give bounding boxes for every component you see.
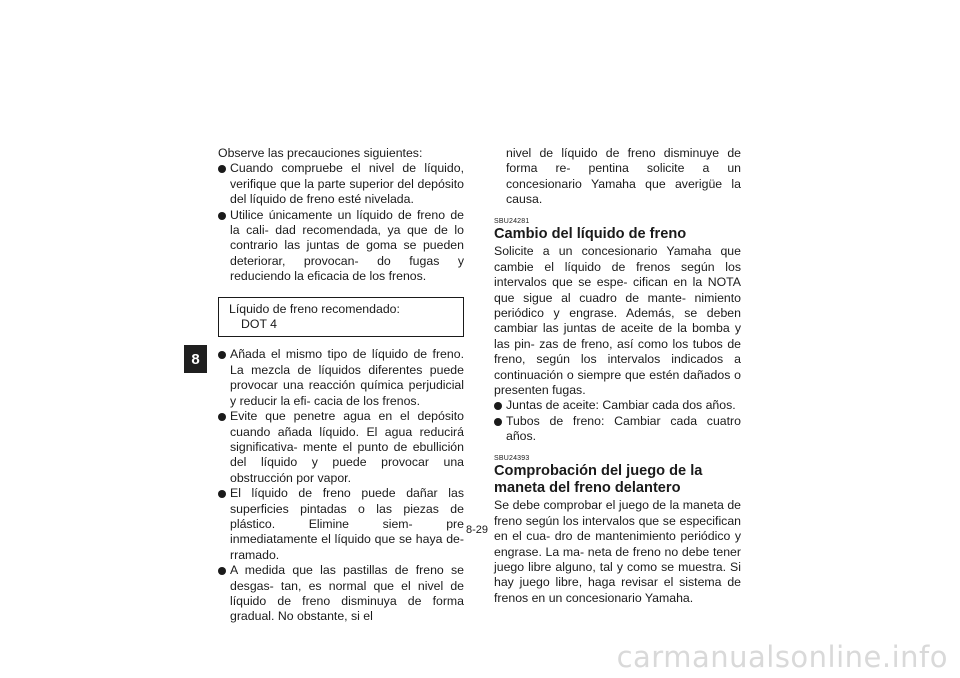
chapter-tab: 8	[184, 345, 207, 373]
section-body: Se debe comprobar el juego de la maneta de freno según los intervalos que se especifican en el cua- dro de mantenimiento periódico y engrase. La ma- neta de freno no debe tener juego libre alguno, tal y como se muestra. Si hay juego libre, haga revisar el sistema de frenos en un concesionario Yamaha.	[494, 498, 741, 605]
bullet-item: A medida que las pastillas de freno se desgas- tan, es normal que el nivel de líquido de freno disminuya de forma gradual. No obstante, si el	[218, 563, 464, 625]
spec-box	[218, 297, 464, 338]
intro-text: Observe las precauciones siguientes:	[218, 146, 423, 160]
bullet-dot-icon	[218, 413, 226, 421]
bullet-dot-icon	[494, 418, 502, 426]
bullet-item: Utilice únicamente un líquido de freno de la cali- dad recomendada, ya que de lo contrario las juntas de goma se pueden deteriorar, provocan- do fugas y reduciendo la eficacia de los frenos.	[218, 208, 464, 285]
section-heading: Comprobación del juego de la maneta del freno delantero	[494, 462, 703, 496]
bullet-dot-icon	[494, 402, 502, 410]
section-body: Solicite a un concesionario Yamaha que cambie el líquido de frenos según los intervalos que se espe- cifican en la NOTA que sigue al cuadro de mante- nimiento periódico y engrase. Además, se deben cambiar las juntas de aceite de la bomba y las pin- zas de freno, así como los tubos de freno, según los intervalos indicados a continuación o siempre que estén dañados o presenten fugas.	[494, 244, 741, 398]
bullet-dot-icon	[218, 490, 226, 498]
spec-value: DOT 4	[241, 317, 277, 332]
bullet-item: Evite que penetre agua en el depósito cuando añada líquido. El agua reducirá significativa- mente el punto de ebullición del líquido y puede provocar una obstrucción por vapor.	[218, 409, 464, 486]
spec-label: Líquido de freno recomendado:	[229, 301, 400, 316]
section-code: SBU24281	[494, 217, 530, 225]
bullet-dot-icon	[218, 212, 226, 220]
page-number: 8-29	[466, 524, 489, 536]
bullet-dot-icon	[218, 351, 226, 359]
bullet-item: Cuando compruebe el nivel de líquido, verifique que la parte superior del depósito del líquido de freno esté nivelada.	[218, 161, 464, 207]
watermark-link[interactable]: carmanualsonline.info	[616, 640, 948, 674]
bullet-item: Juntas de aceite: Cambiar cada dos años.	[494, 398, 741, 413]
left-column	[218, 146, 464, 625]
section-heading: Cambio del líquido de freno	[494, 225, 687, 242]
bullet-item: Tubos de freno: Cambiar cada cuatro años.	[494, 414, 741, 445]
bullet-item: Añada el mismo tipo de líquido de freno. La mezcla de líquidos diferentes puede provocar una reacción química perjudicial y reducir la efi- cacia de los frenos.	[218, 347, 464, 409]
bullet-dot-icon	[218, 567, 226, 575]
section-code: SBU24393	[494, 454, 530, 462]
continuation-text: nivel de líquido de freno disminuye de forma re- pentina solicite a un concesionario Yamaha que averigüe la causa.	[506, 146, 741, 207]
bullet-item: El líquido de freno puede dañar las superficies pintadas o las piezas de plástico. Elimine siem- pre inmediatamente el líquido que se haya de- rramado.	[218, 486, 464, 563]
right-column	[494, 146, 741, 606]
bullet-dot-icon	[218, 165, 226, 173]
